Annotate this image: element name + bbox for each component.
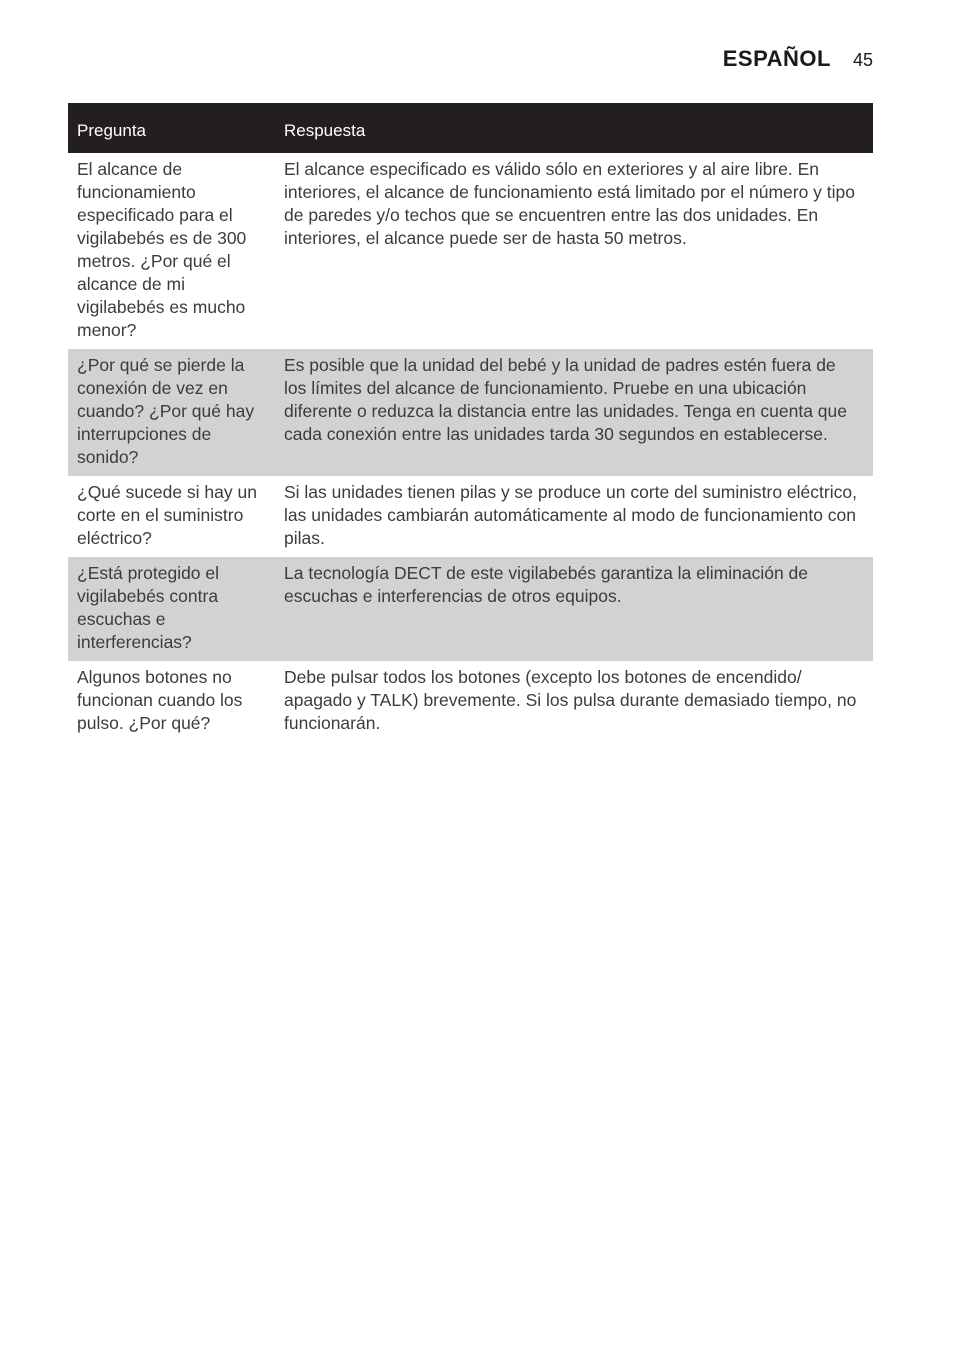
answer-cell: La tecnología DECT de este vigilabebés garantiza la eliminación de escuchas e interferencias de otros equipos. [275, 557, 873, 661]
faq-table [68, 103, 873, 742]
question-cell: El alcance de funcionamiento especificado para el vigilabebés es de 300 metros. ¿Por qué el alcance de mi vigilabebés es mucho menor? [77, 159, 247, 340]
table-row [68, 153, 873, 349]
question-cell: ¿Por qué se pierde la conexión de vez en cuando? ¿Por qué hay interrupciones de sonido? [68, 349, 275, 476]
answer-cell: Debe pulsar todos los botones (excepto los botones de encendido/ apagado y TALK) brevemente. Si los pulsa durante demasiado tiempo, no funcionarán. [284, 667, 857, 733]
answer-cell: Si las unidades tienen pilas y se produce un corte del suministro eléctrico, las unidades cambiarán automáticamente al modo de funcionamiento con pilas. [284, 482, 857, 548]
answer-cell: El alcance especificado es válido sólo en exteriores y al aire libre. En interiores, el alcance de funcionamiento está limitado por el número y tipo de paredes y/o techos que se encuentren entre las dos unidades. En interiores, el alcance puede ser de hasta 50 metros. [284, 159, 856, 248]
answer-cell: Es posible que la unidad del bebé y la unidad de padres estén fuera de los límites del alcance de funcionamiento. Pruebe en una ubicación diferente o reduzca la distancia entre las unidades. Tenga en cuenta que cada conexión entre las unidades tarda 30 segundos en establecerse. [275, 349, 873, 476]
column-header-answer: Respuesta [275, 103, 873, 153]
table-row [68, 557, 873, 661]
table-row [68, 661, 873, 742]
page-number: 45 [852, 50, 873, 70]
page-header [723, 46, 873, 72]
question-cell: Algunos botones no funcionan cuando los pulso. ¿Por qué? [77, 667, 243, 733]
section-title: ESPAÑOL [722, 46, 831, 71]
table-header-row [68, 103, 873, 153]
table-row [68, 349, 873, 476]
column-header-question: Pregunta [68, 103, 275, 153]
table-row [68, 476, 873, 557]
question-cell: ¿Qué sucede si hay un corte en el suministro eléctrico? [77, 482, 257, 548]
question-cell: ¿Está protegido el vigilabebés contra escuchas e interferencias? [68, 557, 275, 661]
